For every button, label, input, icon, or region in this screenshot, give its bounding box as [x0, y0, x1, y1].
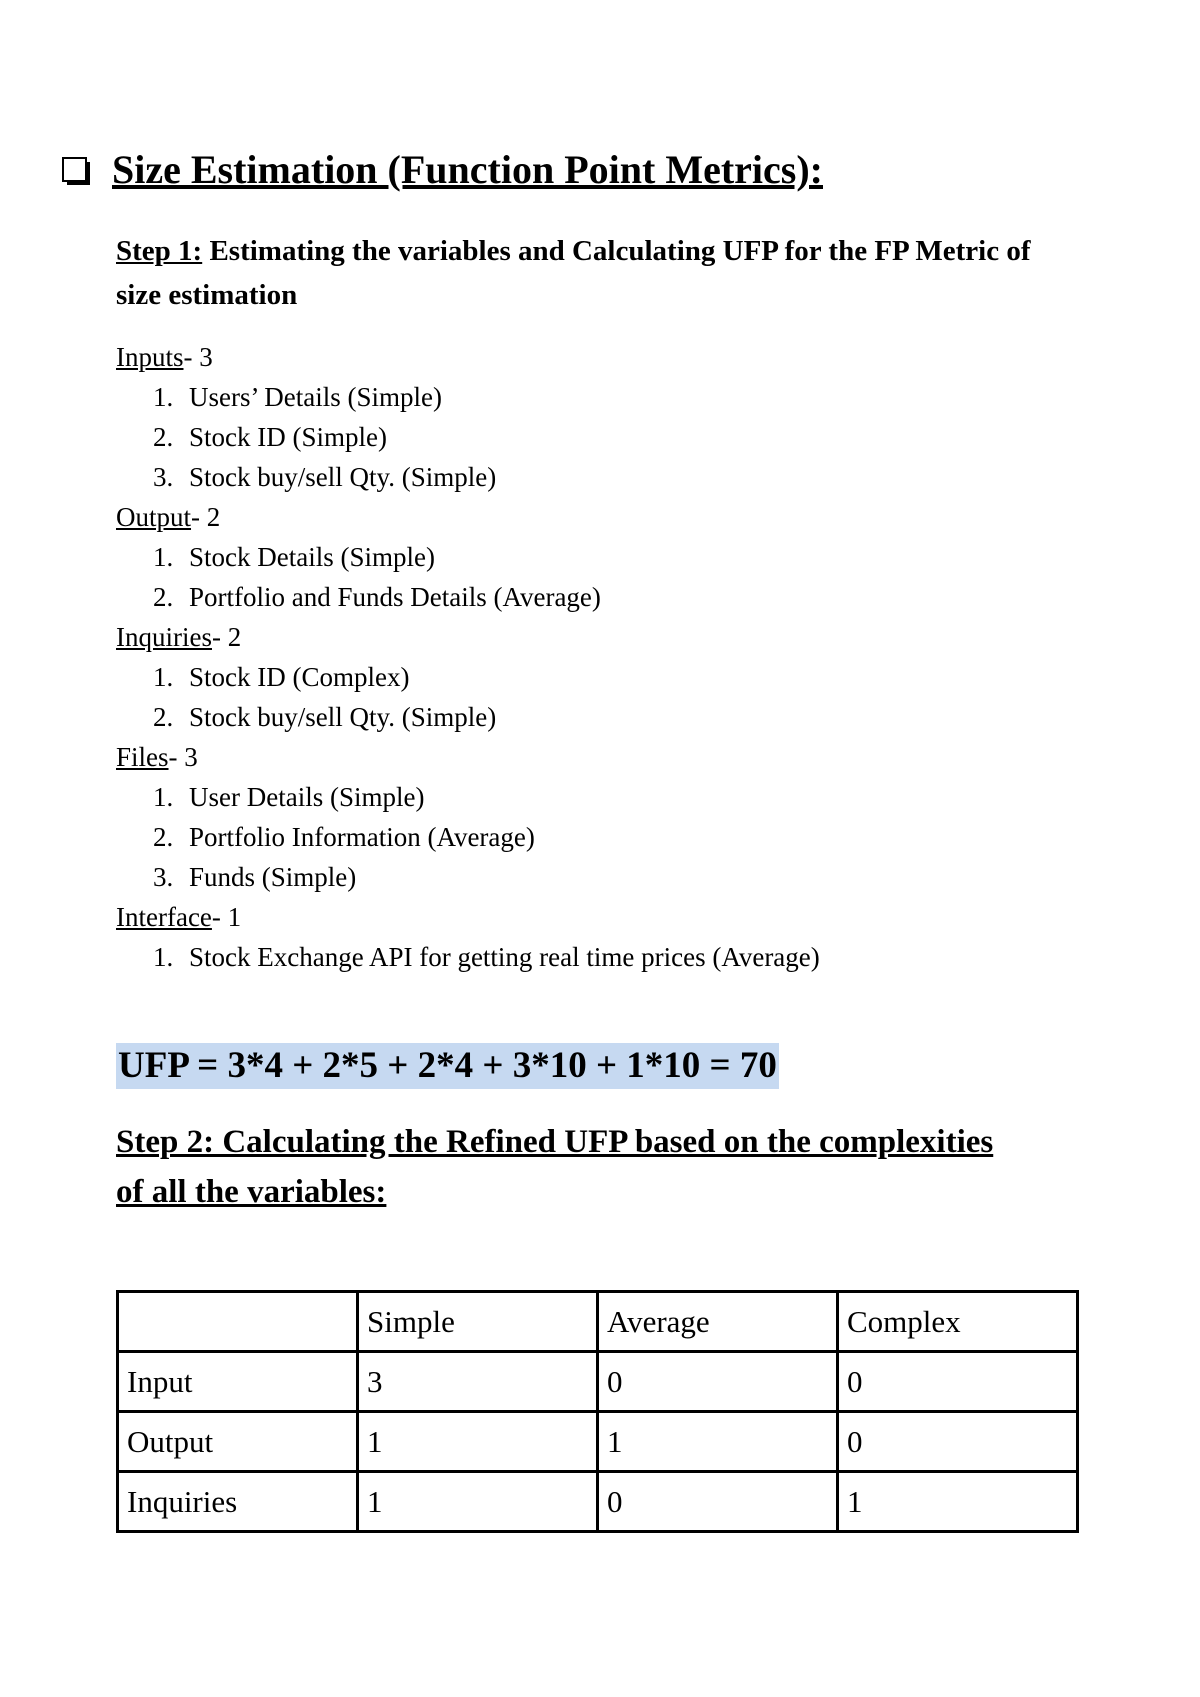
ufp-formula: UFP = 3*4 + 2*5 + 2*4 + 3*10 + 1*10 = 70	[116, 1043, 779, 1089]
category-count: - 3	[183, 342, 213, 372]
list-item: 2. Portfolio Information (Average)	[153, 822, 535, 852]
table-cell: 1	[838, 1472, 1078, 1532]
list-item: 3. Funds (Simple)	[153, 862, 357, 892]
table-row	[118, 1412, 1078, 1472]
table-cell: 0	[838, 1412, 1078, 1472]
category-output	[116, 497, 820, 617]
checkbox-bullet-icon	[62, 157, 90, 185]
table-cell: 1	[598, 1412, 838, 1472]
heading-title: Size Estimation (Function Point Metrics):	[112, 147, 823, 192]
list-item: 2. Stock buy/sell Qty. (Simple)	[153, 702, 497, 732]
step1-paragraph	[116, 229, 1036, 317]
list-item: 2. Portfolio and Funds Details (Average)	[153, 582, 601, 612]
table-cell: 0	[598, 1352, 838, 1412]
list-item: 1. Users’ Details (Simple)	[153, 382, 442, 412]
list-item: 1. Stock Exchange API for getting real time prices (Average)	[153, 942, 820, 972]
section-heading	[62, 146, 823, 193]
category-label: Inquiries	[116, 622, 212, 652]
table-cell: 3	[358, 1352, 598, 1412]
step1-text: Estimating the variables and Calculating UFP for the FP Metric of size estimation	[116, 235, 1031, 311]
category-count: - 1	[211, 902, 242, 932]
list-item: 3. Stock buy/sell Qty. (Simple)	[153, 462, 497, 492]
category-label: Files	[116, 742, 169, 772]
category-label: Inputs	[116, 342, 184, 372]
step1-label: Step 1:	[116, 235, 203, 267]
table-cell: 1	[358, 1412, 598, 1472]
category-count: - 3	[168, 742, 198, 772]
table-cell: Output	[118, 1412, 358, 1472]
table-header-row	[118, 1292, 1078, 1352]
table-cell: Complex	[838, 1292, 1078, 1352]
table-cell: 0	[838, 1352, 1078, 1412]
table-cell: Average	[598, 1292, 838, 1352]
complexity-table	[116, 1290, 1079, 1533]
table-cell: Inquiries	[118, 1472, 358, 1532]
category-inquiries	[116, 617, 820, 737]
category-files	[116, 737, 820, 897]
table-cell: 1	[358, 1472, 598, 1532]
category-inputs	[116, 337, 820, 497]
category-interface	[116, 897, 820, 977]
list-item: 2. Stock ID (Simple)	[153, 422, 387, 452]
variable-categories	[116, 337, 820, 977]
step2-heading: Step 2: Calculating the Refined UFP based on the complexities of all the variables:	[116, 1124, 994, 1210]
table-cell: 0	[598, 1472, 838, 1532]
table-cell: Input	[118, 1352, 358, 1412]
category-label: Interface	[116, 902, 212, 932]
category-label: Output	[116, 502, 192, 532]
category-count: - 2	[211, 622, 242, 652]
table-row	[118, 1352, 1078, 1412]
list-item: 1. User Details (Simple)	[153, 782, 425, 812]
table-row	[118, 1472, 1078, 1532]
table-cell	[118, 1292, 358, 1352]
list-item: 1. Stock ID (Complex)	[153, 662, 410, 692]
list-item: 1. Stock Details (Simple)	[153, 542, 435, 572]
table-cell: Simple	[358, 1292, 598, 1352]
category-count: - 2	[191, 502, 221, 532]
